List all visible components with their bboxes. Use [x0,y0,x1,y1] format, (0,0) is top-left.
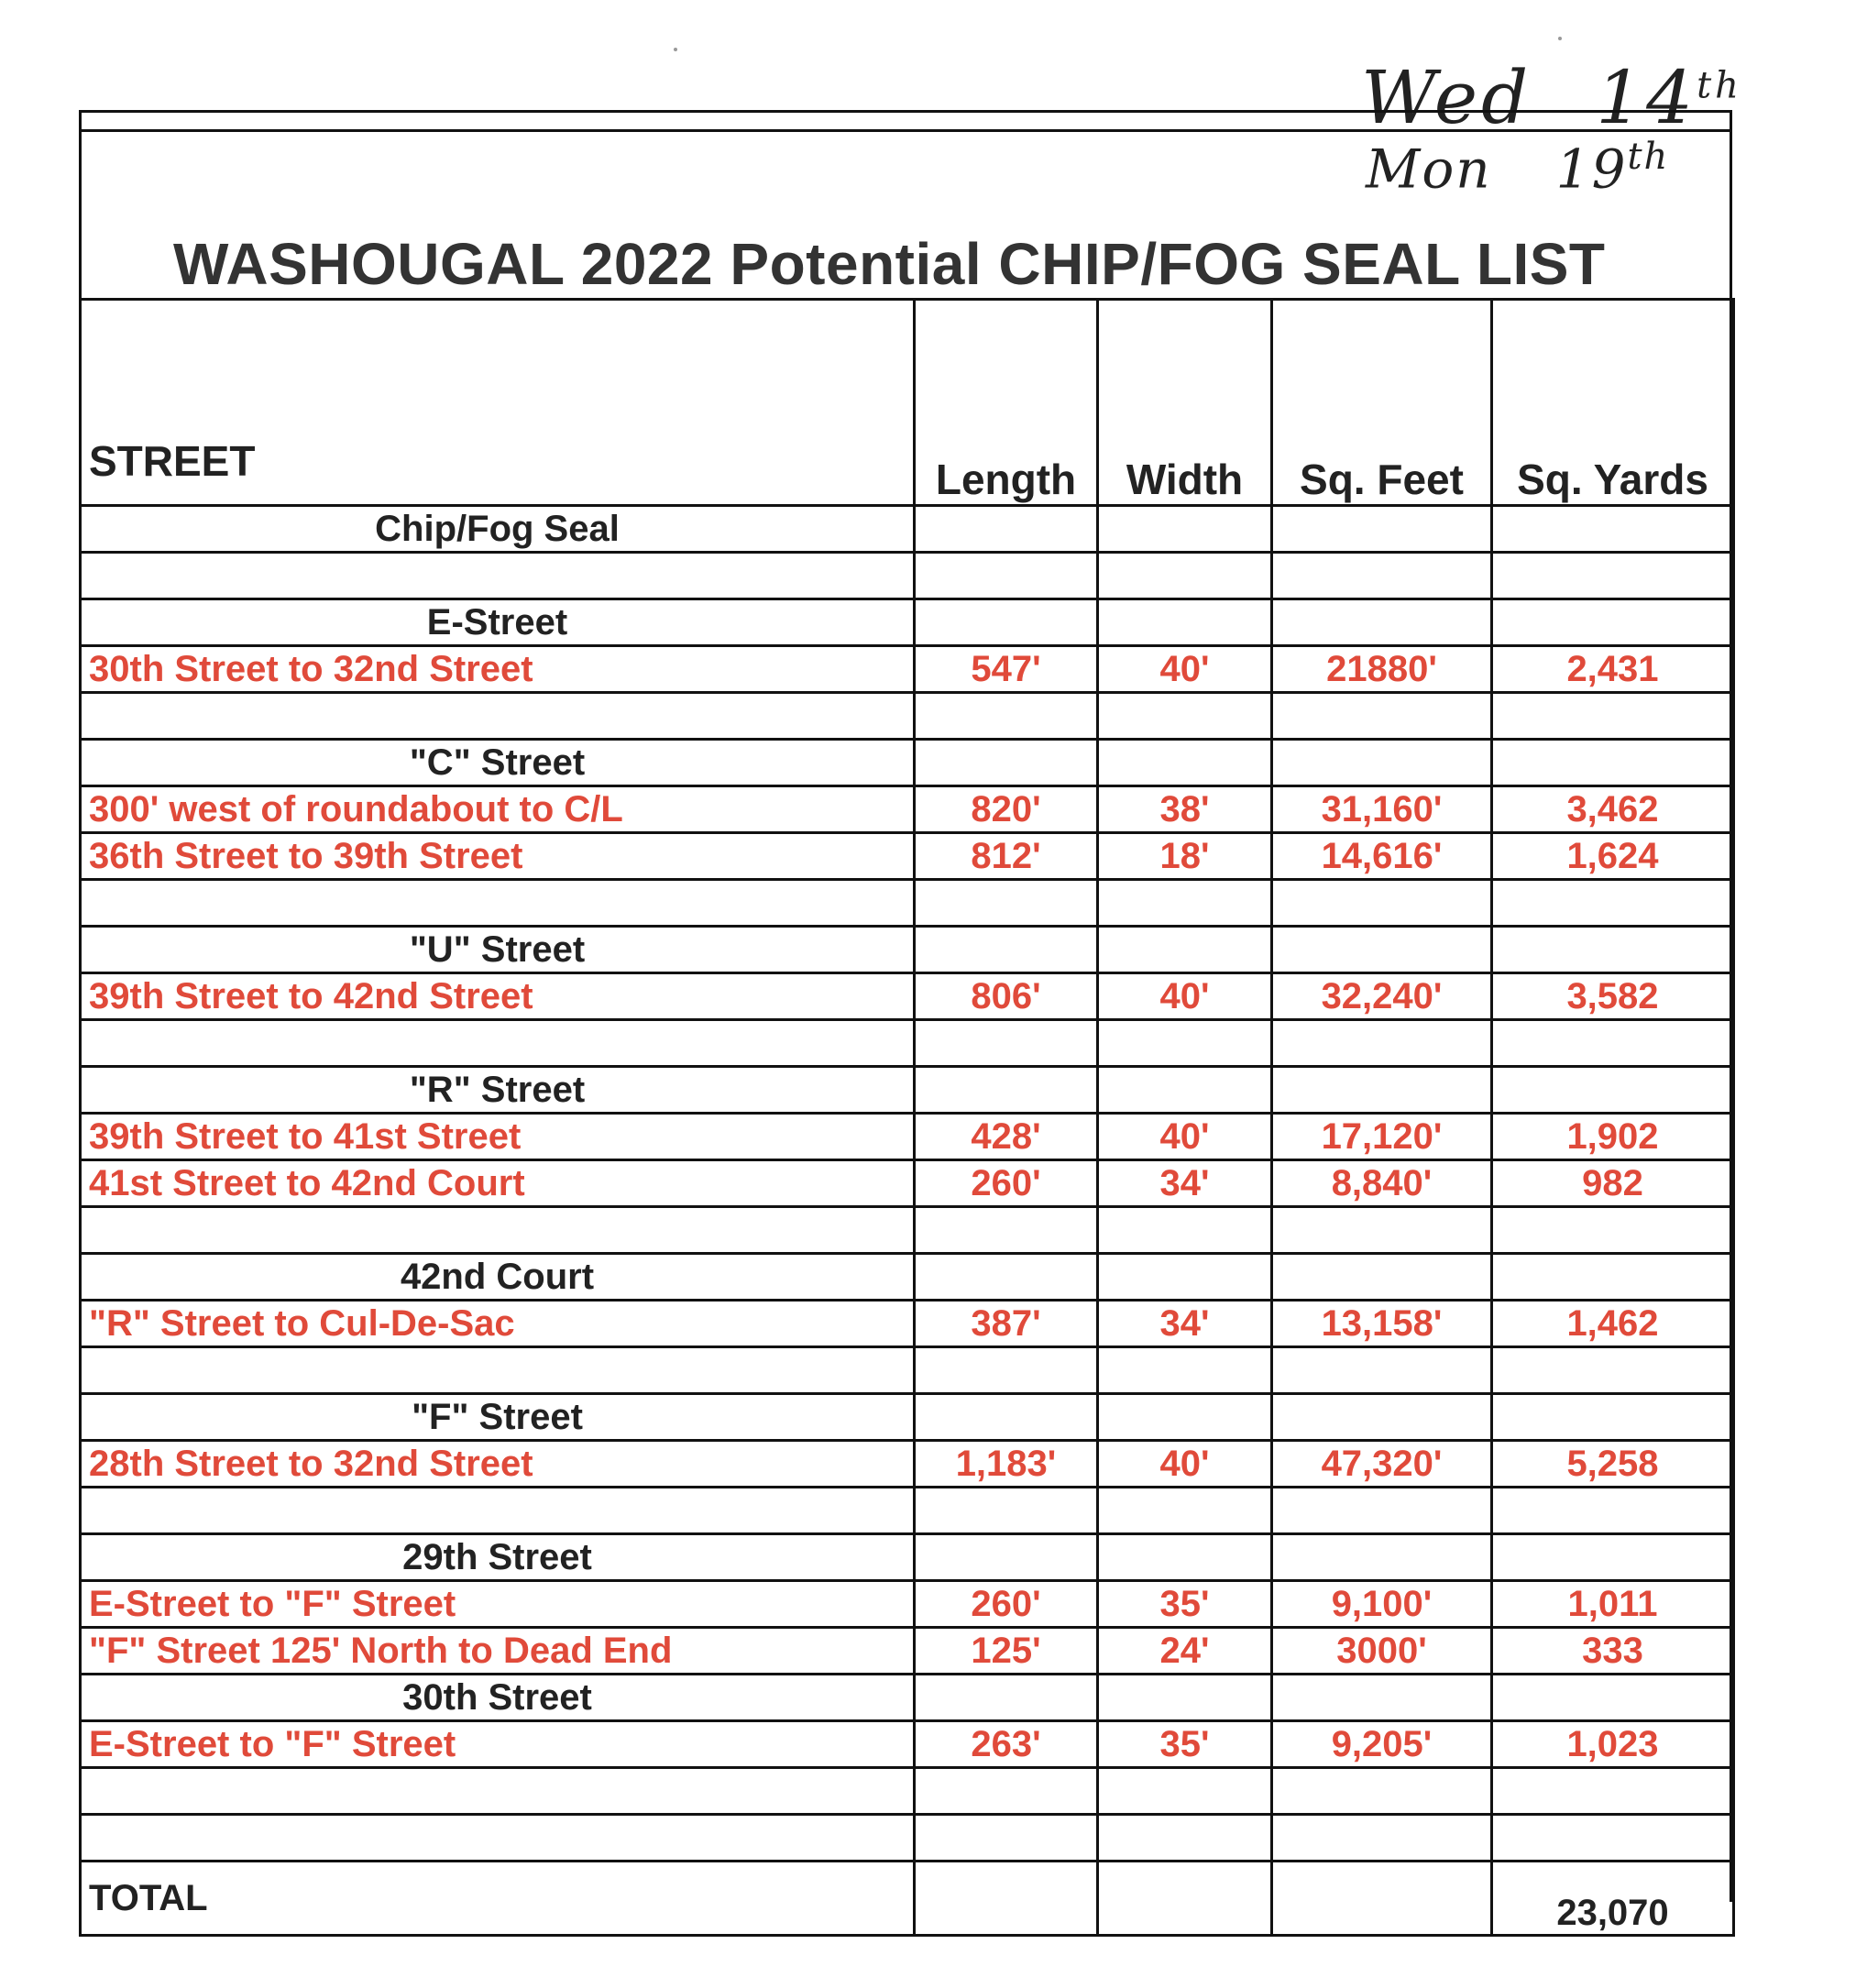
table-cell [1492,1347,1734,1394]
table-row [81,1160,1734,1207]
table-cell [1098,599,1272,646]
column-header-width: Width [1098,300,1272,506]
table-cell [1492,599,1734,646]
table-row [81,1628,1734,1675]
cell-sq-yards: 1,462 [1492,1301,1734,1347]
handwritten-date-suffix: th [1627,136,1670,178]
cell-length: 547' [915,646,1098,693]
table-cell [1492,1534,1734,1581]
table-cell [915,693,1098,740]
table-row [81,786,1734,833]
handwritten-date: 19 [1555,137,1628,201]
table-cell [1272,1394,1492,1441]
table-cell [915,1347,1098,1394]
table-cell [1272,1067,1492,1114]
table-cell [915,1020,1098,1067]
table-cell [915,506,1098,553]
blank-row [81,1020,1734,1067]
table-cell [1272,1254,1492,1301]
handwritten-day: Wed [1361,55,1532,140]
total-row [81,1862,1734,1936]
table-cell [1492,927,1734,973]
cell-width: 38' [1098,786,1272,833]
segment-description: 300' west of roundabout to C/L [81,786,915,833]
table-cell [1098,1488,1272,1534]
segment-description: E-Street to "F" Street [81,1721,915,1768]
blank-row [81,880,1734,927]
cell-sq-yards: 1,023 [1492,1721,1734,1768]
cell-length: 387' [915,1301,1098,1347]
table-cell [915,880,1098,927]
table-cell [81,693,915,740]
table-cell [1098,506,1272,553]
blank-row [81,1488,1734,1534]
cell-sq-yards: 1,624 [1492,833,1734,880]
table-row [81,833,1734,880]
section-heading: "R" Street [81,1067,915,1114]
table-cell [81,1347,915,1394]
scan-speck [674,48,677,51]
cell-length: 1,183' [915,1441,1098,1488]
column-header-street: STREET [81,300,915,506]
table-header-row [81,300,1734,506]
table-cell [1098,1862,1272,1936]
table-row [81,1114,1734,1160]
table-cell [1492,1020,1734,1067]
section-heading: 29th Street [81,1534,915,1581]
table-cell [81,1020,915,1067]
cell-width: 40' [1098,1441,1272,1488]
section-row [81,506,1734,553]
segment-description: "F" Street 125' North to Dead End [81,1628,915,1675]
cell-length: 820' [915,786,1098,833]
table-cell [1098,927,1272,973]
section-row [81,599,1734,646]
table-cell [915,1394,1098,1441]
table-cell [915,927,1098,973]
table-cell [1492,693,1734,740]
blank-row [81,1347,1734,1394]
table-cell [1272,1862,1492,1936]
cell-sq-yards: 5,258 [1492,1441,1734,1488]
table-cell [915,1534,1098,1581]
section-row [81,1067,1734,1114]
cell-sq-feet: 9,205' [1272,1721,1492,1768]
section-heading: "U" Street [81,927,915,973]
cell-width: 35' [1098,1581,1272,1628]
table-cell [1272,693,1492,740]
table-body [81,506,1734,1862]
table-cell [1272,1488,1492,1534]
table-cell [81,1815,915,1862]
table-cell [1272,1207,1492,1254]
cell-width: 34' [1098,1160,1272,1207]
cell-width: 35' [1098,1721,1272,1768]
cell-width: 40' [1098,1114,1272,1160]
section-heading: "C" Street [81,740,915,786]
table-cell [1098,880,1272,927]
segment-description: 39th Street to 42nd Street [81,973,915,1020]
blank-row [81,1207,1734,1254]
table-cell [915,1768,1098,1815]
cell-length: 125' [915,1628,1098,1675]
cell-sq-feet: 13,158' [1272,1301,1492,1347]
cell-sq-yards: 3,462 [1492,786,1734,833]
table-cell [1492,880,1734,927]
section-heading: Chip/Fog Seal [81,506,915,553]
table-cell [1492,506,1734,553]
document-frame [79,110,1732,1933]
cell-sq-feet: 32,240' [1272,973,1492,1020]
header-rule [82,129,1730,132]
table-cell [915,553,1098,599]
table-cell [1098,1534,1272,1581]
blank-row [81,553,1734,599]
section-heading: 30th Street [81,1675,915,1721]
cell-sq-yards: 982 [1492,1160,1734,1207]
table-cell [915,1675,1098,1721]
table-cell [1098,553,1272,599]
table-cell [1272,1675,1492,1721]
cell-sq-feet: 17,120' [1272,1114,1492,1160]
blank-row [81,1815,1734,1862]
cell-sq-yards: 1,902 [1492,1114,1734,1160]
table-cell [1492,1675,1734,1721]
total-sq-yards: 23,070 [1492,1862,1734,1936]
table-cell [1492,1067,1734,1114]
table-cell [1272,1768,1492,1815]
cell-width: 34' [1098,1301,1272,1347]
segment-description: "R" Street to Cul-De-Sac [81,1301,915,1347]
cell-length: 263' [915,1721,1098,1768]
table-row [81,1301,1734,1347]
cell-width: 18' [1098,833,1272,880]
cell-sq-feet: 21880' [1272,646,1492,693]
cell-sq-feet: 9,100' [1272,1581,1492,1628]
cell-sq-feet: 14,616' [1272,833,1492,880]
table-cell [915,1815,1098,1862]
table-cell [915,1862,1098,1936]
column-header-sq-feet: Sq. Feet [1272,300,1492,506]
table-cell [1098,1768,1272,1815]
table-cell [1492,1768,1734,1815]
table-cell [1098,1394,1272,1441]
section-row [81,740,1734,786]
cell-sq-feet: 31,160' [1272,786,1492,833]
segment-description: 30th Street to 32nd Street [81,646,915,693]
section-row [81,1675,1734,1721]
table-cell [1272,1020,1492,1067]
blank-row [81,1768,1734,1815]
table-cell [1098,1254,1272,1301]
scan-speck [1558,37,1562,40]
table-row [81,1581,1734,1628]
table-cell [1098,1675,1272,1721]
cell-sq-yards: 3,582 [1492,973,1734,1020]
section-heading: 42nd Court [81,1254,915,1301]
table-cell [1272,599,1492,646]
cell-width: 40' [1098,973,1272,1020]
table-cell [1492,1394,1734,1441]
segment-description: 36th Street to 39th Street [81,833,915,880]
table-cell [1098,1020,1272,1067]
column-header-length: Length [915,300,1098,506]
table-cell [1492,1207,1734,1254]
table-cell [1492,1488,1734,1534]
table-row [81,646,1734,693]
handwritten-date: 14 [1596,55,1697,140]
table-cell [915,1067,1098,1114]
table-cell [81,1488,915,1534]
handwritten-day: Mon [1366,137,1492,201]
section-row [81,1394,1734,1441]
table-cell [1272,880,1492,927]
table-cell [1272,506,1492,553]
section-heading: E-Street [81,599,915,646]
section-row [81,927,1734,973]
cell-length: 428' [915,1114,1098,1160]
seal-list-table [79,298,1735,1937]
table-cell [1272,1534,1492,1581]
table-cell [915,1488,1098,1534]
total-label: TOTAL [81,1862,915,1936]
cell-width: 40' [1098,646,1272,693]
cell-sq-feet: 3000' [1272,1628,1492,1675]
cell-length: 260' [915,1581,1098,1628]
table-cell [1272,1815,1492,1862]
table-cell [1098,1347,1272,1394]
table-cell [1492,740,1734,786]
table-cell [1098,1815,1272,1862]
cell-sq-yards: 1,011 [1492,1581,1734,1628]
table-cell [1492,553,1734,599]
cell-length: 812' [915,833,1098,880]
table-cell [915,599,1098,646]
table-cell [1492,1254,1734,1301]
handwritten-date-suffix: th [1697,64,1742,107]
section-row [81,1534,1734,1581]
column-header-sq-yards: Sq. Yards [1492,300,1734,506]
table-cell [1272,553,1492,599]
table-row [81,1721,1734,1768]
document-title: WASHOUGAL 2022 Potential CHIP/FOG SEAL LIST [173,231,1606,297]
cell-length: 806' [915,973,1098,1020]
table-row [81,973,1734,1020]
table-cell [915,1207,1098,1254]
section-heading: "F" Street [81,1394,915,1441]
table-cell [1098,1207,1272,1254]
segment-description: 41st Street to 42nd Court [81,1160,915,1207]
cell-length: 260' [915,1160,1098,1207]
table-cell [81,880,915,927]
table-cell [1098,693,1272,740]
table-cell [81,553,915,599]
table-cell [1098,1067,1272,1114]
cell-sq-feet: 47,320' [1272,1441,1492,1488]
cell-sq-yards: 2,431 [1492,646,1734,693]
segment-description: E-Street to "F" Street [81,1581,915,1628]
section-row [81,1254,1734,1301]
table-cell [915,1254,1098,1301]
table-cell [1098,740,1272,786]
table-cell [1492,1815,1734,1862]
segment-description: 39th Street to 41st Street [81,1114,915,1160]
table-cell [81,1207,915,1254]
table-cell [81,1768,915,1815]
blank-row [81,693,1734,740]
table-cell [1272,1347,1492,1394]
table-cell [1272,740,1492,786]
table-row [81,1441,1734,1488]
table-cell [1272,927,1492,973]
cell-width: 24' [1098,1628,1272,1675]
table-cell [915,740,1098,786]
cell-sq-yards: 333 [1492,1628,1734,1675]
segment-description: 28th Street to 32nd Street [81,1441,915,1488]
cell-sq-feet: 8,840' [1272,1160,1492,1207]
